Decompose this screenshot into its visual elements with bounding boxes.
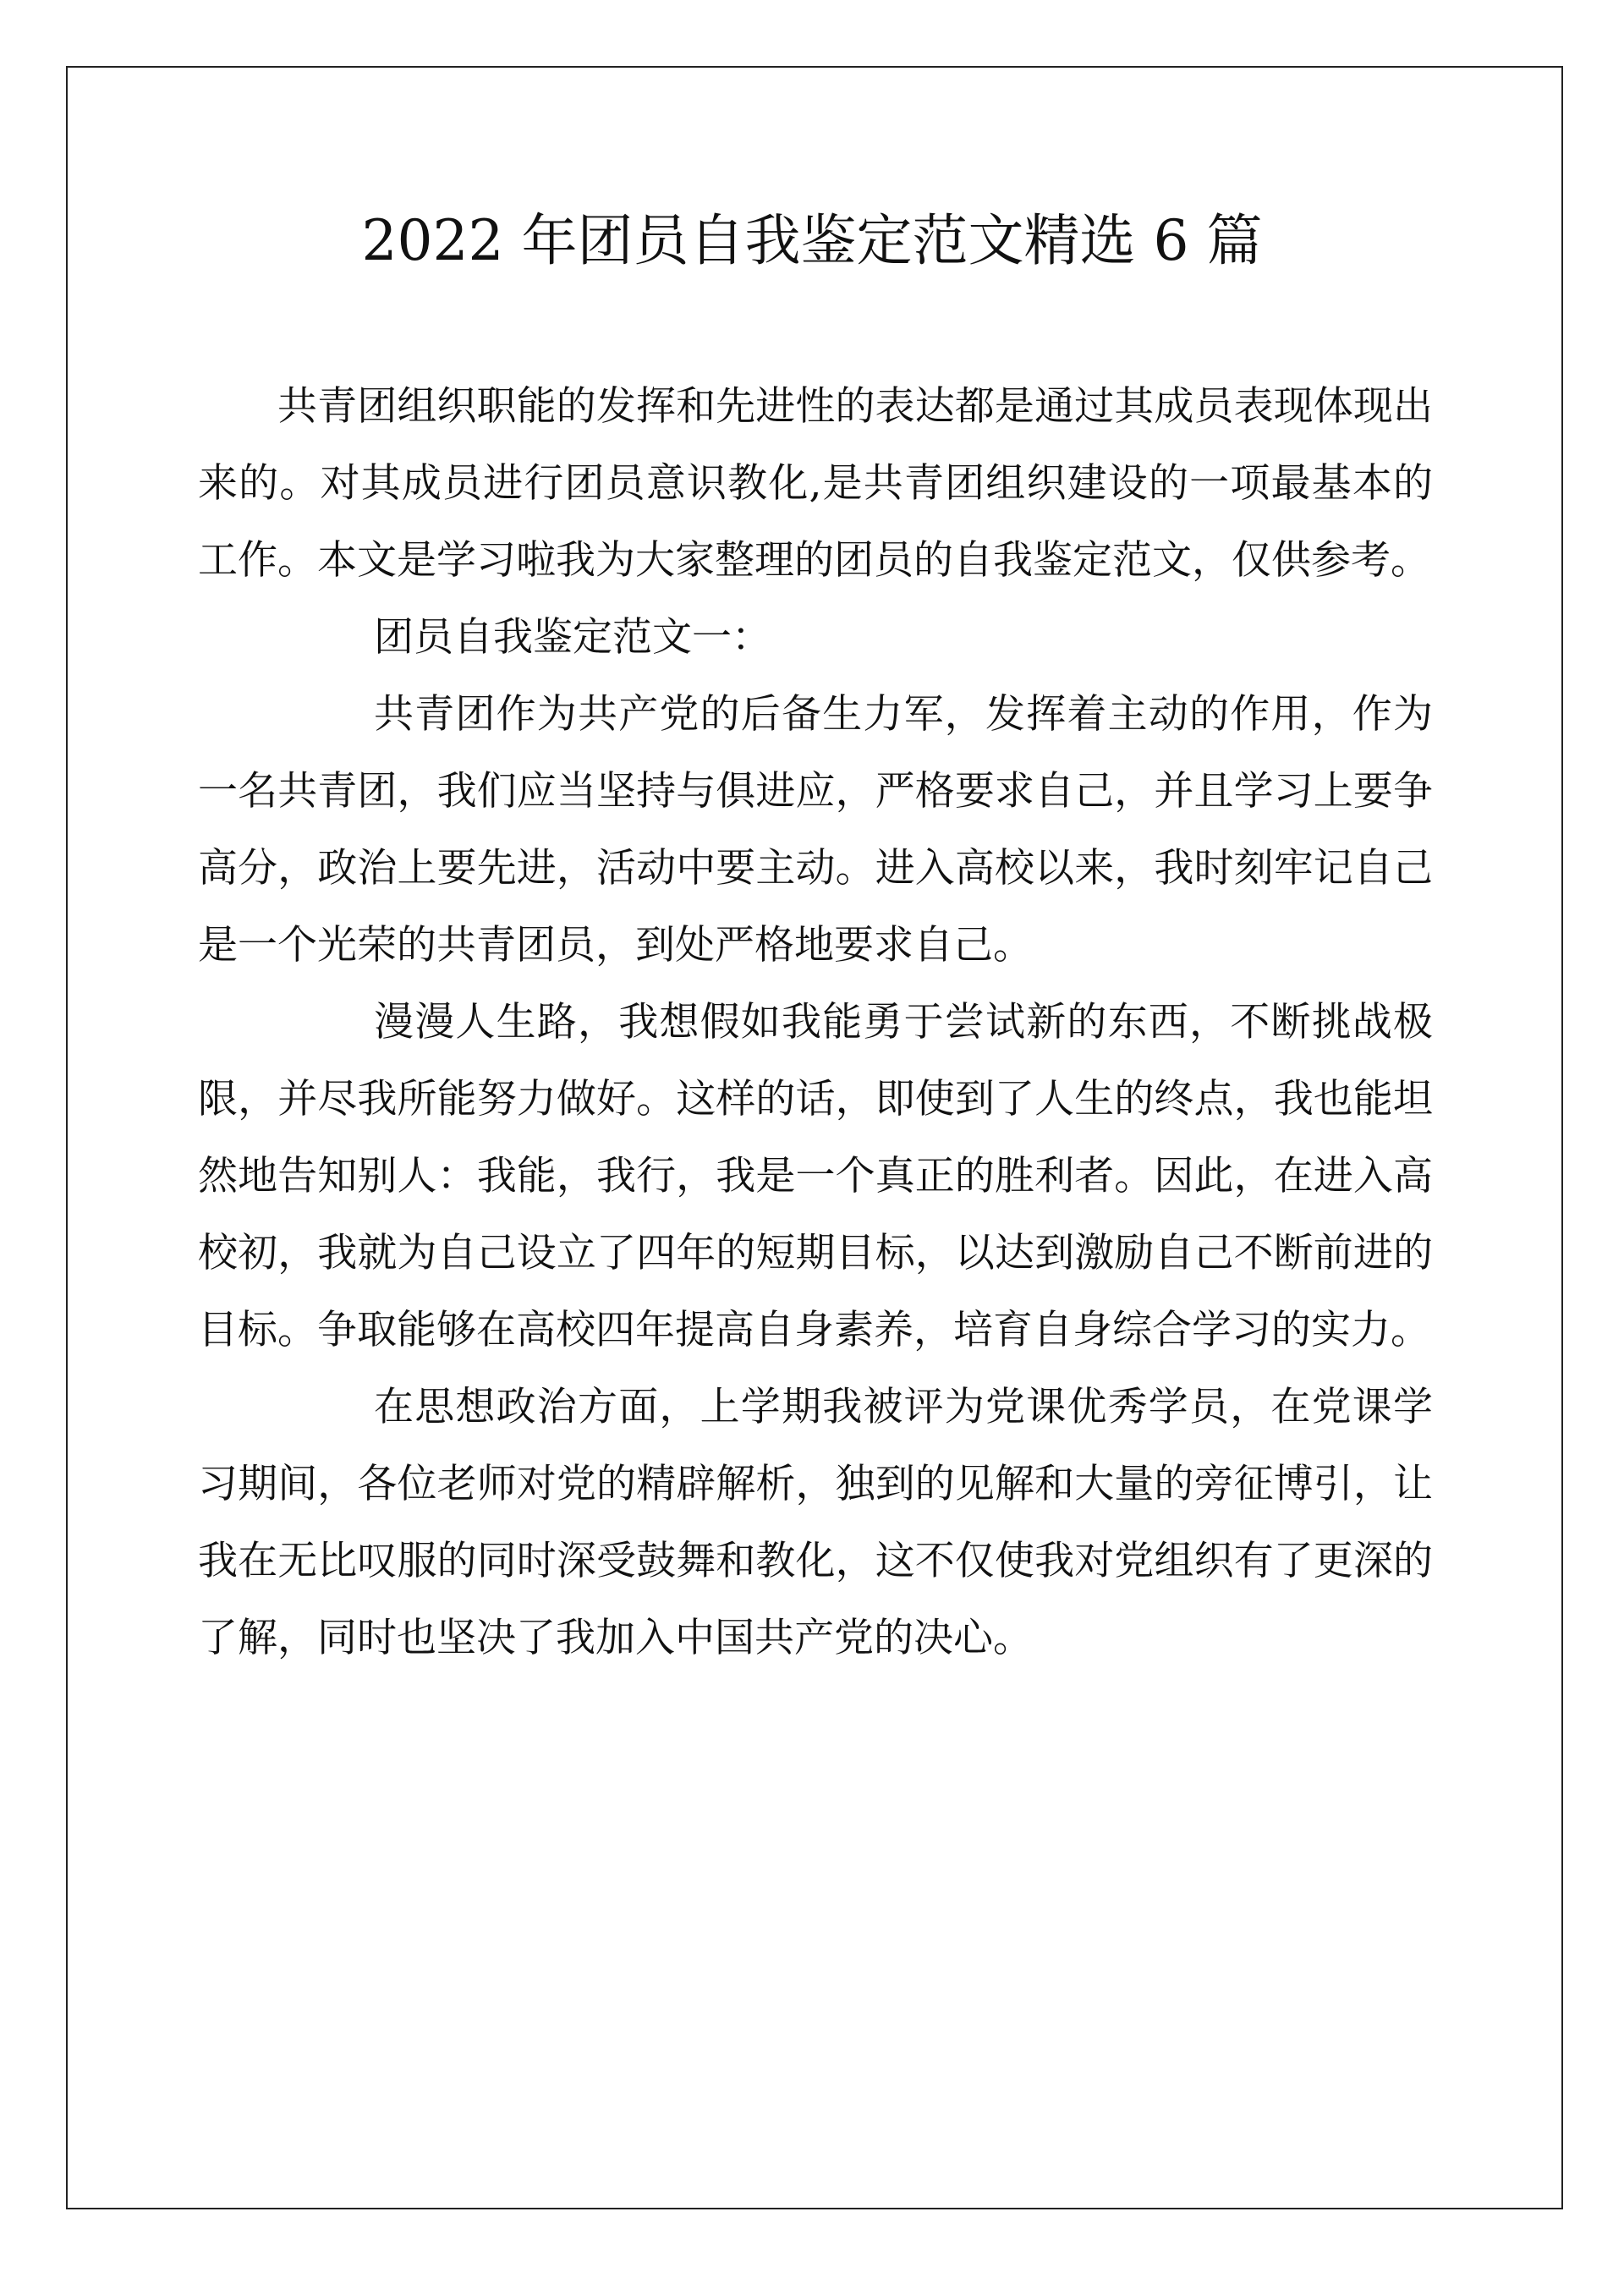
- body-paragraph-3: 在思想政治方面，上学期我被评为党课优秀学员，在党课学习期间，各位老师对党的精辟解析，独到的见解和大量的旁征博引，让我在无比叹服的同时深受鼓舞和教化，这不仅使我对党组织有了更深的了解，同时也坚决了我加入中国共产党的决心。: [198, 1384, 1433, 1661]
- document-body: [198, 368, 1433, 1677]
- intro-paragraph: 共青团组织职能的发挥和先进性的表达都是通过其成员表现体现出来的。对其成员进行团员意识教化,是共青团组织建设的一项最基本的工作。本文是学习啦我为大家整理的团员的自我鉴定范文，仅供参考。: [198, 383, 1433, 584]
- body-paragraph-1: 共青团作为共产党的后备生力军，发挥着主动的作用，作为一名共青团，我们应当坚持与俱进应，严格要求自己，并且学习上要争高分，政治上要先进，活动中要主动。进入高校以来，我时刻牢记自己是一个光荣的共青团员，到处严格地要求自己。: [198, 691, 1433, 969]
- document-title: 2022 年团员自我鉴定范文精选 6 篇: [361, 208, 1263, 273]
- body-paragraph-2: 漫漫人生路，我想假如我能勇于尝试新的东西，不断挑战极限，并尽我所能努力做好。这样的话，即使到了人生的终点，我也能坦然地告知别人：我能，我行，我是一个真正的胜利者。因此，在进入高校初，我就为自己设立了四年的短期目标，以达到激励自己不断前进的目标。争取能够在高校四年提高自身素养，培育自身综合学习的实力。: [198, 999, 1433, 1353]
- section-heading: 团员自我鉴定范文一：: [374, 614, 771, 661]
